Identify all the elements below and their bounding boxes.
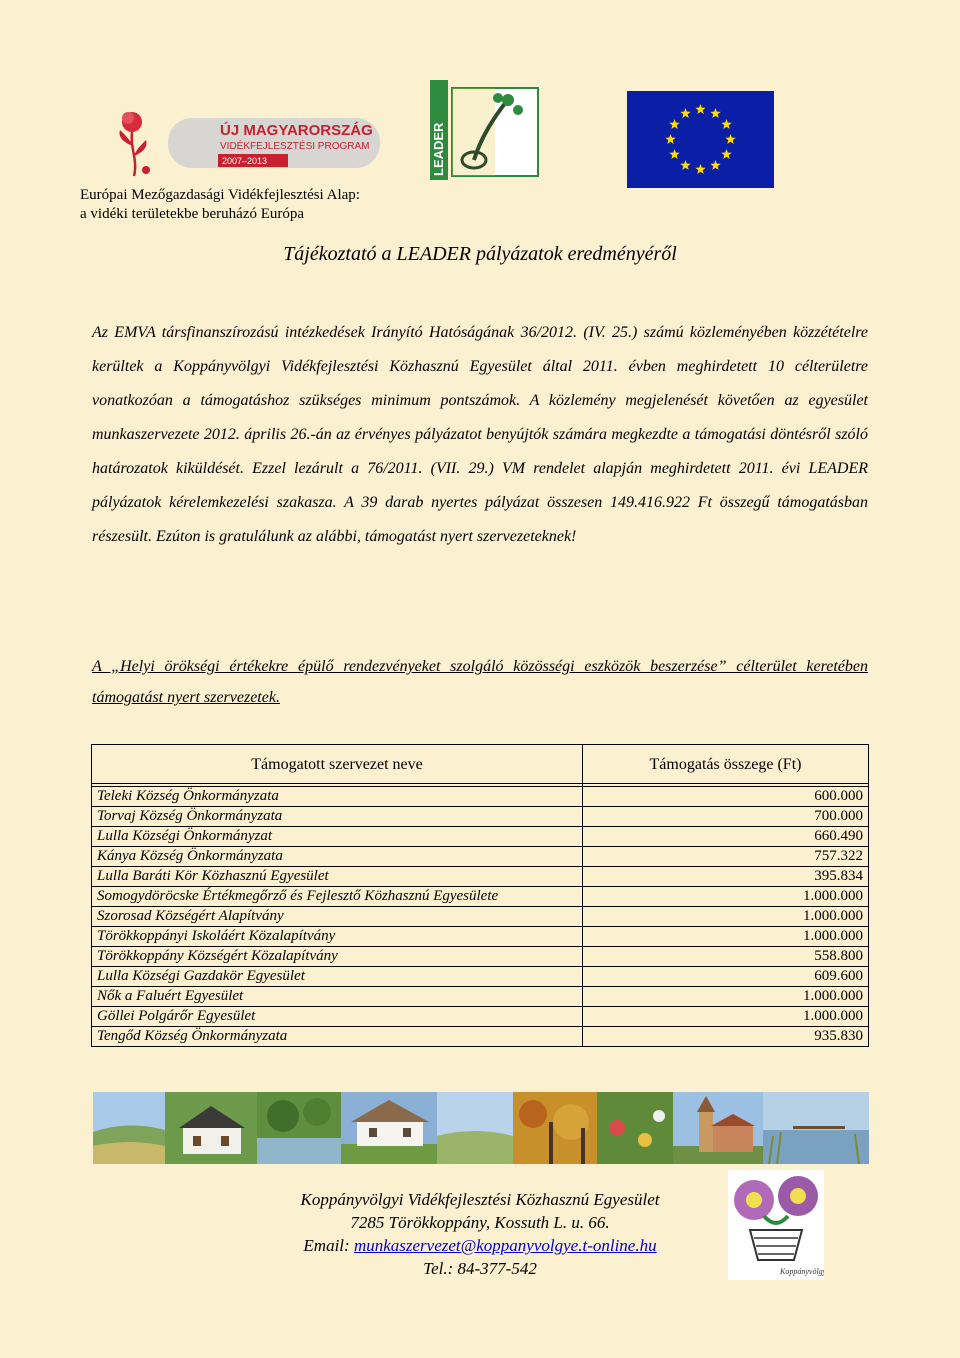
- amount-cell: 1.000.000: [583, 907, 869, 927]
- org-name-cell: Lulla Baráti Kör Közhasznú Egyesület: [92, 867, 583, 887]
- eafrd-caption: [80, 186, 360, 224]
- footer-email-label: Email:: [303, 1236, 354, 1255]
- table-row: [92, 787, 869, 807]
- photo-meadow: [437, 1092, 513, 1164]
- footer-email-link[interactable]: munkaszervezet@koppanyvolgye.t-online.hu: [353, 1236, 657, 1255]
- uj-magyarorszag-logo: [108, 100, 383, 180]
- footer-address: 7285 Törökkoppány, Kossuth L. u. 66.: [350, 1213, 610, 1232]
- table-row: [92, 967, 869, 987]
- table-row: [92, 827, 869, 847]
- table-row: [92, 907, 869, 927]
- amount-cell: 757.322: [583, 847, 869, 867]
- org-name-cell: Törökkoppányi Iskoláért Közalapítvány: [92, 927, 583, 947]
- eu-flag: [627, 91, 774, 188]
- ujm-years: 2007–2013: [222, 156, 268, 166]
- page-title: Tájékoztató a LEADER pályázatok eredményéről: [283, 243, 677, 265]
- table-header-row: [92, 745, 869, 784]
- header-amount: Támogatás összege (Ft): [583, 745, 869, 784]
- table-row: [92, 1027, 869, 1047]
- section-heading: A „Helyi örökségi értékekre épülő rendezvényeket szolgáló közösségi eszközök beszerzése” célterület keretében támogatást nyert szervezetek.: [92, 658, 868, 706]
- amount-cell: 935.830: [583, 1027, 869, 1047]
- amount-cell: 1.000.000: [583, 987, 869, 1007]
- org-name-cell: Kánya Község Önkormányzata: [92, 847, 583, 867]
- eafrd-line1: Európai Mezőgazdasági Vidékfejlesztési Alap:: [80, 187, 360, 203]
- amount-cell: 600.000: [583, 787, 869, 807]
- amount-cell: 558.800: [583, 947, 869, 967]
- org-name-cell: Somogydöröcske Értékmegőrző és Fejlesztő Közhasznú Egyesülete: [92, 887, 583, 907]
- amount-cell: 1.000.000: [583, 887, 869, 907]
- table-row: [92, 947, 869, 967]
- photo-white-house: [341, 1092, 437, 1164]
- table-row: [92, 867, 869, 887]
- rose-icon: [120, 112, 150, 176]
- koppanyvolgy-logo: [728, 1170, 824, 1280]
- grant-table: [91, 744, 869, 1047]
- org-name-cell: Teleki Község Önkormányzata: [92, 787, 583, 807]
- photo-pond: [257, 1092, 341, 1164]
- amount-cell: 1.000.000: [583, 1007, 869, 1027]
- table-row: [92, 807, 869, 827]
- intro-text: Az EMVA társfinanszírozású intézkedések Irányító Hatóságának 36/2012. (IV. 25.) számú közleményében közzétételre kerültek a Koppányvölgyi Vidékfejlesztési Közhasznú Egyesület által 2011. évben meghirdetett 10 célterületre vonatkozóan a támogatáshoz szükséges minimum pontszámok. A közlemény megjelenését követően az egyesület munkaszervezete 2012. április 26.-án az érvényes pályázatot benyújtók számára megkezdte a támogatási döntésről szóló határozatok kiküldését. Ezzel lezárult a 76/2011. (VII. 29.) VM rendelet alapján meghirdetett 2011. évi LEADER pályázatok kérelemkezelési szakasza. A 39 darab nyertes pályázat összesen 149.416.922 Ft összegű támogatásban részesült. Ezúton is gratulálunk az alábbi, támogatást nyert szervezeteknek!: [92, 324, 868, 545]
- table-row: [92, 927, 869, 947]
- amount-cell: 700.000: [583, 807, 869, 827]
- footer-phone: Tel.: 84-377-542: [423, 1259, 537, 1278]
- ujm-line2: VIDÉKFEJLESZTÉSI PROGRAM: [220, 141, 370, 152]
- leader-logo: [430, 80, 540, 180]
- table-row: [92, 887, 869, 907]
- amount-cell: 395.834: [583, 867, 869, 887]
- eafrd-line2: a vidéki területekbe beruházó Európa: [80, 206, 305, 222]
- photo-autumn-forest: [513, 1092, 597, 1164]
- org-name-cell: Nők a Faluért Egyesület: [92, 987, 583, 1007]
- org-name-cell: Göllei Polgárőr Egyesület: [92, 1007, 583, 1027]
- photo-cottage: [165, 1092, 257, 1164]
- org-name-cell: Lulla Községi Önkormányzat: [92, 827, 583, 847]
- landscape-photo-strip: [93, 1092, 869, 1164]
- table-row: [92, 847, 869, 867]
- amount-cell: 660.490: [583, 827, 869, 847]
- org-name-cell: Lulla Községi Gazdakör Egyesület: [92, 967, 583, 987]
- photo-church: [673, 1092, 763, 1164]
- photo-lake: [763, 1092, 869, 1164]
- table-row: [92, 987, 869, 1007]
- ujm-line1: ÚJ MAGYARORSZÁG: [220, 122, 373, 139]
- org-name-cell: Tengőd Község Önkormányzata: [92, 1027, 583, 1047]
- amount-cell: 1.000.000: [583, 927, 869, 947]
- org-name-cell: Törökkoppány Községért Közalapítvány: [92, 947, 583, 967]
- photo-garden: [597, 1092, 673, 1164]
- kv-logo-caption: Koppányvölgy: [780, 1267, 824, 1276]
- header-org-name: Támogatott szervezet neve: [92, 745, 583, 784]
- grant-table-body: [92, 787, 869, 1047]
- intro-paragraph: [92, 316, 868, 554]
- table-row: [92, 1007, 869, 1027]
- amount-cell: 609.600: [583, 967, 869, 987]
- footer-email-line: [200, 1234, 760, 1257]
- org-name-cell: Szorosad Községért Alapítvány: [92, 907, 583, 927]
- photo-fields: [93, 1092, 165, 1164]
- footer-org: Koppányvölgyi Vidékfejlesztési Közhasznú Egyesület: [300, 1190, 660, 1209]
- footer-contact: [200, 1188, 760, 1280]
- leader-logo-text: LEADER: [431, 122, 446, 176]
- org-name-cell: Torvaj Község Önkormányzata: [92, 807, 583, 827]
